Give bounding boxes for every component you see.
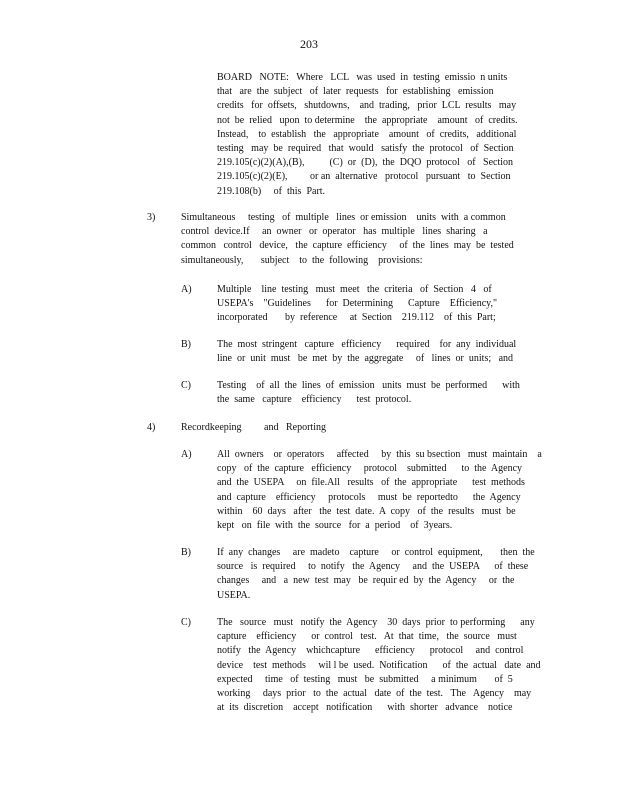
item-line: Recordkeeping and Reporting [181, 422, 326, 433]
subitem-line: line or unit must be met by the aggregate of lines or units; and [217, 353, 514, 365]
subitem-text [217, 338, 529, 366]
board-note-line: BOARD NOTE: Where LCL was used in testing emissio n units [217, 72, 508, 83]
item-text [181, 421, 531, 435]
subitem-line: within 60 days after the test date. A copy of the results must be [217, 505, 516, 517]
item-text [181, 211, 531, 268]
board-note-line: 219.105(c)(2)(A),(B), (C) or (D), the DQO protocol of Section [217, 157, 514, 169]
subitem-text [217, 448, 543, 533]
subitem-line: incorporated by reference at Section 219.112 of this Part; [217, 312, 496, 324]
subitem-label: A) [181, 449, 192, 460]
item-number: 3) [147, 212, 156, 223]
board-note [217, 71, 529, 199]
subitem-line: and the USEPA on file.All results of the appropriate test methods [217, 477, 525, 489]
item-line: simultaneously, subject to the following provisions: [181, 254, 423, 266]
subitem-label: A) [181, 284, 192, 295]
item-line: Simultaneous testing of multiple lines or emission units with a common [181, 212, 506, 223]
board-note-line: 219.108(b) of this Part. [217, 185, 326, 197]
item-number: 4) [147, 422, 156, 433]
subitem-text [217, 283, 529, 326]
board-note-line: not be relied upon to determine the appropriate amount of credits. [217, 114, 518, 126]
subitem-label: B) [181, 339, 191, 350]
subitem-label: B) [181, 547, 191, 558]
board-note-line: 219.105(c)(2)(E), or an alternative protocol pursuant to Section [217, 171, 511, 183]
item-line: common control device, the capture efficiency of the lines may be tested [181, 240, 514, 252]
subitem-line: copy of the capture efficiency protocol submitted to the Agency [217, 463, 523, 475]
subitem-line: If any changes are madeto capture or control equipment, then the [217, 547, 535, 558]
subitem-line: Testing of all the lines of emission units must be performed with [217, 380, 520, 391]
subitem-label: C) [181, 617, 191, 628]
subitem-text [217, 379, 529, 407]
subitem-line: changes and a new test may be requir ed by the Agency or the [217, 575, 515, 587]
subitem-line: expected time of testing must be submitted a minimum of 5 [217, 673, 513, 685]
subitem-line: The most stringent capture efficiency required for any individual [217, 339, 517, 350]
item-line: control device.If an owner or operator has multiple lines sharing a [181, 226, 488, 238]
subitem-line: the same capture efficiency test protocol. [217, 394, 412, 406]
subitem-line: and capture efficiency protocols must be reportedto the Agency [217, 491, 521, 503]
subitem-line: USEPA. [217, 589, 251, 601]
subitem-line: source is required to notify the Agency and the USEPA of these [217, 561, 529, 573]
subitem-line: working days prior to the actual date of the test. The Agency may [217, 688, 532, 700]
board-note-line: testing may be required that would satisfy the protocol of Section [217, 143, 514, 155]
subitem-text [217, 616, 543, 715]
subitem-line: USEPA's "Guidelines for Determining Capture Efficiency," [217, 298, 498, 310]
subitem-line: All owners or operators affected by this su bsection must maintain a [217, 449, 542, 460]
subitem-text [217, 546, 535, 603]
subitem-line: notify the Agency whichcapture efficiency protocol and control [217, 645, 524, 657]
board-note-line: that are the subject of later requests for establishing emission [217, 86, 494, 98]
subitem-label: C) [181, 380, 191, 391]
board-note-line: credits for offsets, shutdowns, and trading, prior LCL results may [217, 100, 517, 112]
subitem-line: at its discretion accept notification with shorter advance notice [217, 702, 513, 714]
subitem-line: Multiple line testing must meet the criteria of Section 4 of [217, 284, 492, 295]
subitem-line: capture efficiency or control test. At that time, the source must [217, 631, 517, 643]
subitem-line: kept on file with the source for a period of 3years. [217, 520, 453, 532]
page-number: 203 [300, 37, 318, 51]
subitem-line: The source must notify the Agency 30 days prior to performing any [217, 617, 535, 628]
subitem-line: device test methods wil l be used. Notification of the actual date and [217, 659, 541, 671]
board-note-line: Instead, to establish the appropriate amount of credits, additional [217, 128, 517, 140]
